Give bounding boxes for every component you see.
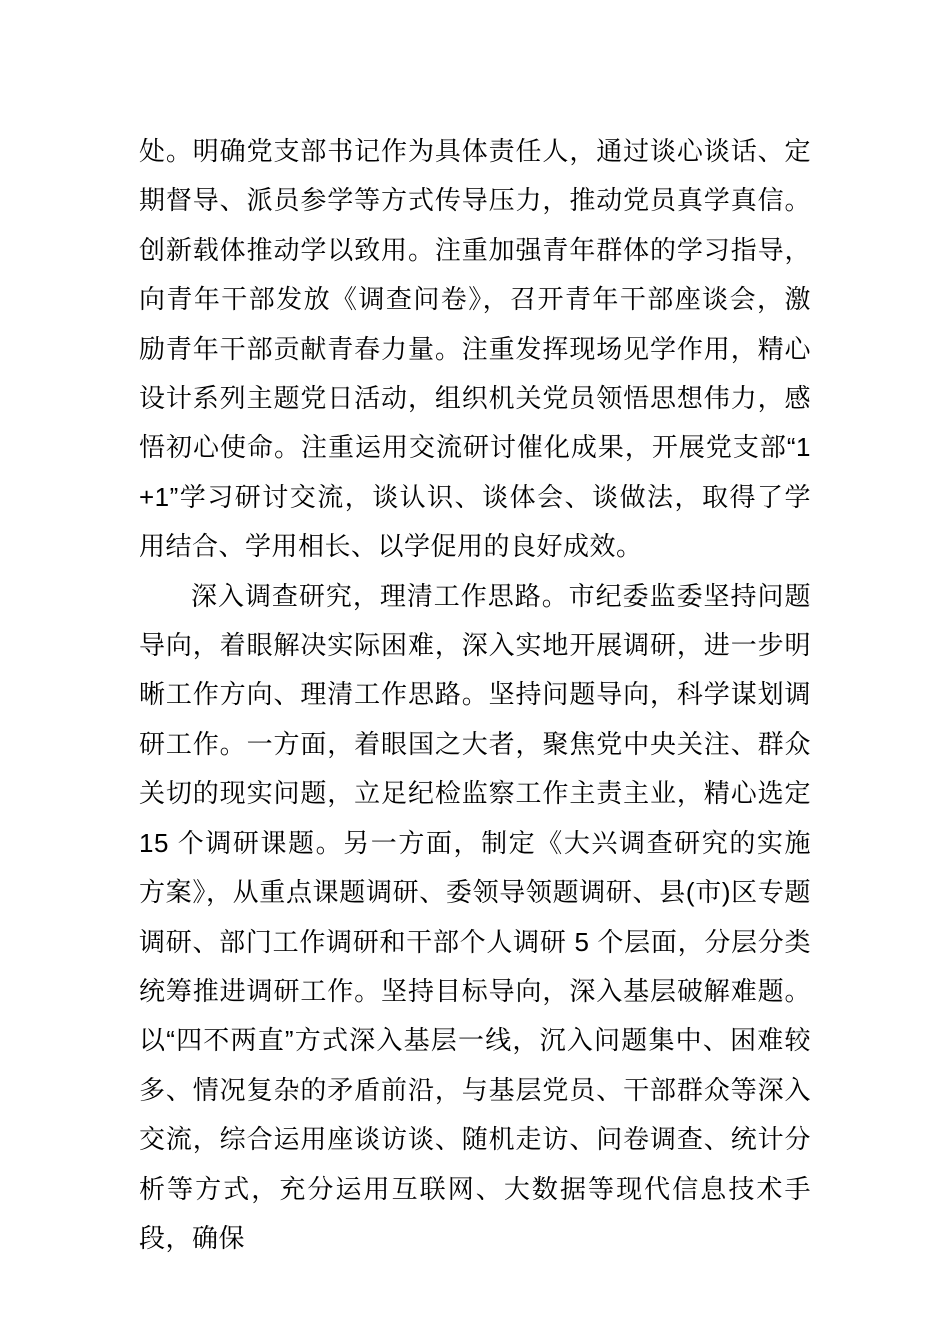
paragraph-research-investigation: 深入调查研究，理清工作思路。市纪委监委坚持问题导向，着眼解决实际困难，深入实地开展调研，进一步明晰工作方向、理清工作思路。坚持问题导向，科学谋划调研工作。一方面，着眼国之大者，聚焦党中央关注、群众关切的现实问题，立足纪检监察工作主责主业，精心选定 15 个调研课题。另一方面，制定《大兴调查研究的实施方案》，从重点课题调研、委领导领题调研、县(市)区专题调研、部门工作调研和干部个人调研 5 个层面，分层分类统筹推进调研工作。坚持目标导向，深入基层破解难题。以“四不两直”方式深入基层一线，沉入问题集中、困难较多、情况复杂的矛盾前沿，与基层党员、干部群众等深入交流，综合运用座谈访谈、随机走访、问卷调查、统计分析等方式，充分运用互联网、大数据等现代信息技术手段，确保 bbox=[139, 580, 811, 1253]
paragraph-body-continuation: 处。明确党支部书记作为具体责任人，通过谈心谈话、定期督导、派员参学等方式传导压力，推动党员真学真信。创新载体推动学以致用。注重加强青年群体的学习指导，向青年干部发放《调查问卷》，召开青年干部座谈会，激励青年干部贡献青春力量。注重发挥现场见学作用，精心设计系列主题党日活动，组织机关党员领悟思想伟力，感悟初心使命。注重运用交流研讨催化成果，开展党支部“1+1”学习研讨交流，谈认识、谈体会、谈做法，取得了学用结合、学用相长、以学促用的良好成效。 bbox=[139, 136, 811, 562]
